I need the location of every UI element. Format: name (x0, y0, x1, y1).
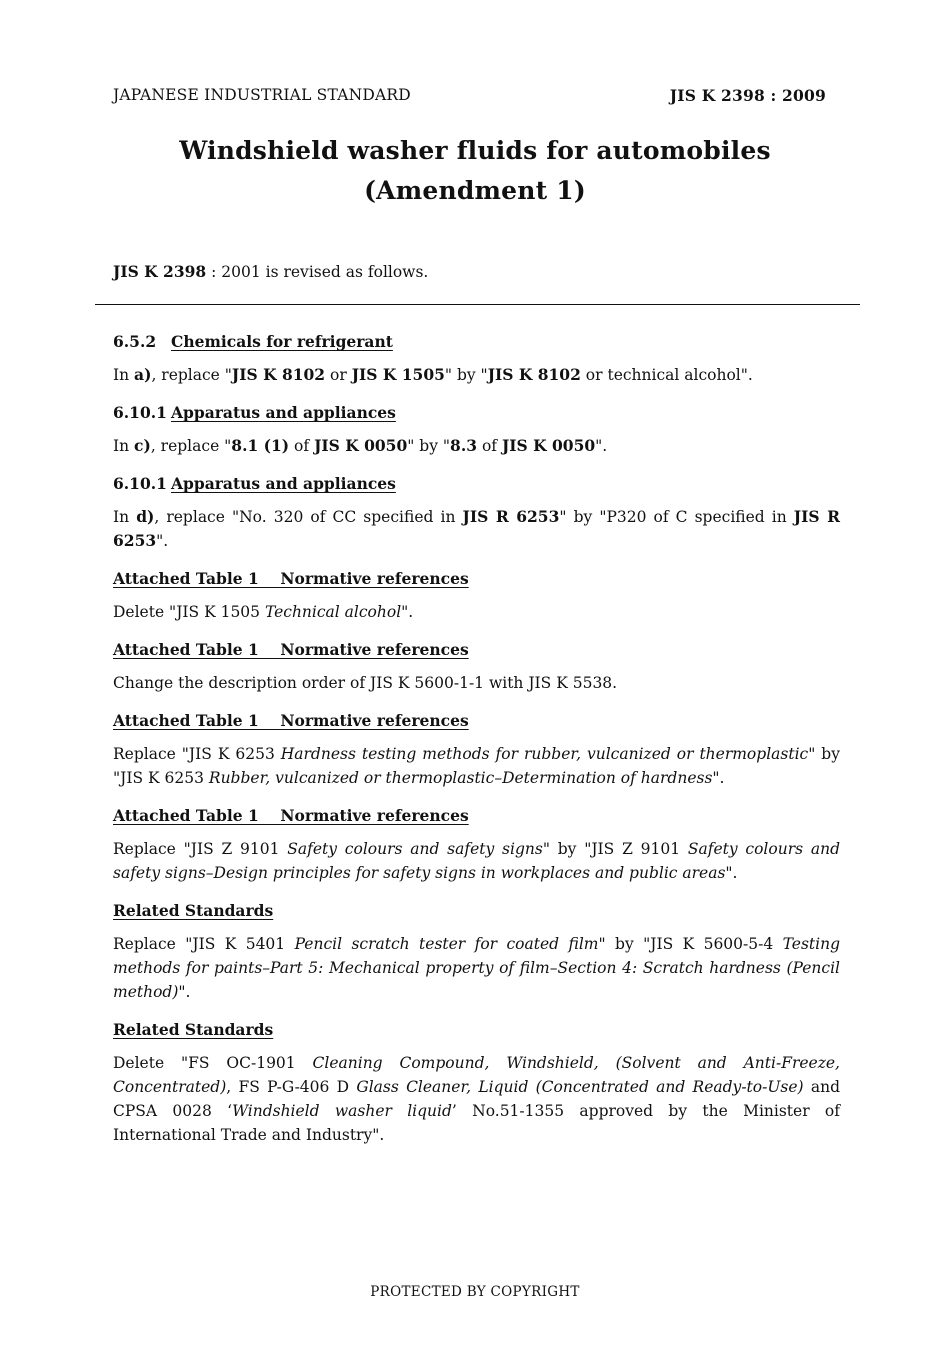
text-run: of (289, 437, 315, 455)
text-run: " by "JIS K 6253 (113, 745, 840, 787)
italic-title: Windshield washer liquid (232, 1102, 452, 1120)
text-run: " by "JIS K 5600-5-4 (598, 935, 783, 953)
divider-line (95, 304, 860, 305)
clause-title: Related Standards (113, 1020, 274, 1039)
text-run: or (325, 366, 352, 384)
bold-reference: 8.1 (1) (231, 436, 290, 455)
text-run: ". (725, 864, 738, 882)
text-run: and CPSA 0028 ‘ (113, 1078, 840, 1120)
clause-title: Related Standards (113, 901, 274, 920)
bold-reference: JIS R 6253 (462, 507, 560, 526)
bold-reference: JIS K 0050 (501, 436, 596, 455)
italic-title: Glass Cleaner, Liquid (Concentrated and Ready-to-Use) (356, 1078, 804, 1096)
section-heading (113, 804, 840, 828)
section-heading (113, 330, 840, 354)
text-run: " by "JIS Z 9101 (542, 840, 688, 858)
amendment-section (113, 804, 840, 885)
section-heading (113, 638, 840, 662)
section-heading (113, 472, 840, 496)
clause-title: Apparatus and appliances (171, 474, 396, 493)
italic-title: Technical alcohol (264, 603, 402, 621)
amendment-section (113, 638, 840, 695)
amendment-section (113, 401, 840, 458)
section-heading (113, 899, 840, 923)
bold-reference: JIS K 1505 (351, 365, 445, 384)
section-heading (113, 1018, 840, 1042)
text-run: , replace " (151, 366, 232, 384)
revision-statement (113, 262, 428, 281)
bold-reference: c) (134, 436, 151, 455)
section-heading (113, 709, 840, 733)
clause-title: Attached Table 1 Normative references (113, 711, 469, 730)
text-run: In (113, 437, 135, 455)
header-standard-type: JAPANESE INDUSTRIAL STANDARD (113, 86, 411, 104)
bold-reference: JIS K 0050 (314, 436, 408, 455)
text-run: ’ No.51-1355 approved by the Minister of International Trade and Industry". (113, 1102, 840, 1144)
italic-title: Safety colours and safety signs (287, 840, 543, 858)
amendment-text (113, 505, 840, 553)
text-run: ". (401, 603, 414, 621)
amendment-text (113, 742, 840, 790)
bold-reference: JIS K 8102 (487, 365, 581, 384)
italic-title: Cleaning Compound, Windshield, (Solvent and Anti-Freeze, Concentrated) (113, 1054, 840, 1096)
clause-number: 6.10.1 (113, 474, 167, 493)
text-run: ". (595, 437, 608, 455)
text-run: ". (178, 983, 191, 1001)
revision-text: : 2001 is revised as follows. (206, 263, 429, 281)
document-title: Windshield washer fluids for automobiles (179, 136, 771, 165)
clause-title: Attached Table 1 Normative references (113, 806, 469, 825)
amendment-text (113, 600, 840, 624)
clause-title: Attached Table 1 Normative references (113, 569, 469, 588)
bold-reference: JIS K 8102 (231, 365, 326, 384)
text-run: , replace "No. 320 of CC specified in (154, 508, 463, 526)
amendment-section (113, 899, 840, 1004)
text-run: In (113, 508, 137, 526)
amendment-text (113, 1051, 840, 1147)
text-run: ". (712, 769, 725, 787)
text-run: Delete "FS OC-1901 (113, 1054, 313, 1072)
amendment-text (113, 837, 840, 885)
page-header (113, 86, 826, 108)
text-run: Replace "JIS K 6253 (113, 745, 281, 763)
italic-title: Testing methods for paints–Part 5: Mechanical property of film–Section 4: Scratch hardness (Pencil method) (113, 935, 840, 1001)
text-run: or technical alcohol". (580, 366, 753, 384)
text-run: " by "P320 of C specified in (559, 508, 794, 526)
amendment-section (113, 709, 840, 790)
text-run: of (477, 437, 502, 455)
bold-reference: d) (136, 507, 155, 526)
text-run: , FS P-G-406 D (226, 1078, 357, 1096)
section-heading (113, 401, 840, 425)
amendment-text (113, 932, 840, 1004)
revision-standard: JIS K 2398 (113, 262, 207, 281)
amendment-list (113, 330, 840, 1147)
italic-title: Safety colours and safety signs–Design principles for safety signs in workplaces and public areas (113, 840, 840, 882)
text-run: " by " (407, 437, 451, 455)
amendment-section (113, 1018, 840, 1147)
clause-number: 6.10.1 (113, 403, 167, 422)
amendment-text (113, 671, 840, 695)
clause-title: Attached Table 1 Normative references (113, 640, 469, 659)
section-heading (113, 567, 840, 591)
text-run: , replace " (150, 437, 232, 455)
document-subtitle: (Amendment 1) (364, 176, 586, 205)
text-run: Replace "JIS K 5401 (113, 935, 295, 953)
text-run: ". (156, 532, 169, 550)
text-run: Change the description order of JIS K 5600-1-1 with JIS K 5538. (113, 674, 618, 692)
amendment-text (113, 363, 840, 387)
amendment-section (113, 472, 840, 553)
italic-title: Pencil scratch tester for coated film (294, 935, 599, 953)
italic-title: Rubber, vulcanized or thermoplastic–Determination of hardness (208, 769, 713, 787)
clause-title: Chemicals for refrigerant (171, 332, 393, 351)
header-standard-number: JIS K 2398 : 2009 (669, 86, 826, 105)
text-run: " by " (444, 366, 488, 384)
text-run: Delete "JIS K 1505 (113, 603, 265, 621)
clause-number: 6.5.2 (113, 332, 157, 351)
amendment-section (113, 330, 840, 387)
amendment-section (113, 567, 840, 624)
clause-title: Apparatus and appliances (171, 403, 396, 422)
text-run: In (113, 366, 135, 384)
copyright-footer: PROTECTED BY COPYRIGHT (370, 1284, 580, 1300)
bold-reference: 8.3 (450, 436, 478, 455)
text-run: Replace "JIS Z 9101 (113, 840, 288, 858)
amendment-text (113, 434, 840, 458)
italic-title: Hardness testing methods for rubber, vulcanized or thermoplastic (280, 745, 809, 763)
bold-reference: JIS R 6253 (113, 507, 840, 550)
bold-reference: a) (134, 365, 152, 384)
